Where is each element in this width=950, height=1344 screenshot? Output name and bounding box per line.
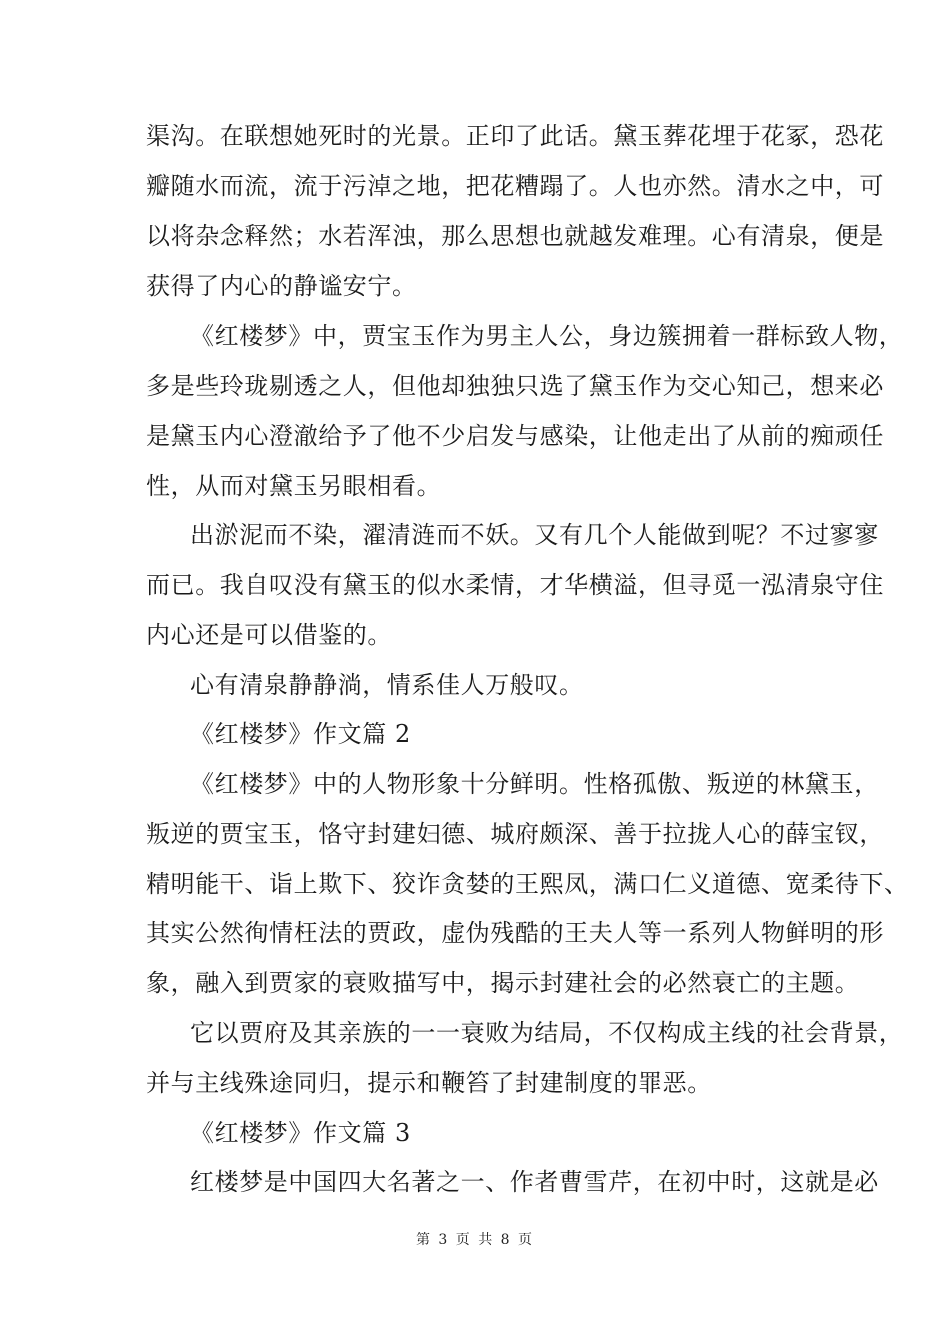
paragraph-first-line: 《红楼梦》中的人物形象十分鲜明。性格孤傲、叛逆的林黛玉， xyxy=(190,770,879,798)
text-line: 象，融入到贾家的衰败描写中，揭示封建社会的必然衰亡的主题。 xyxy=(146,969,860,997)
paragraph-first-line: 心有清泉静静淌，情系佳人万般叹。 xyxy=(190,671,584,699)
text-line: 渠沟。在联想她死时的光景。正印了此话。黛玉葬花埋于花冢，恐花 xyxy=(146,122,884,150)
section-heading: 《红楼梦》作文篇 2 xyxy=(190,720,411,748)
text-line: 获得了内心的静谧安宁。 xyxy=(146,272,417,300)
text-line: 而已。我自叹没有黛玉的似水柔情，才华横溢，但寻觅一泓清泉守住 xyxy=(146,571,884,599)
text-line: 其实公然徇情枉法的贾政，虚伪残酷的王夫人等一系列人物鲜明的形 xyxy=(146,919,884,947)
text-line: 是黛玉内心澄澈给予了他不少启发与感染，让他走出了从前的痴顽任 xyxy=(146,422,884,450)
text-line: 以将杂念释然；水若浑浊，那么思想也就越发难理。心有清泉，便是 xyxy=(146,222,884,250)
text-line: 性，从而对黛玉另眼相看。 xyxy=(146,472,442,500)
text-line: 内心还是可以借鉴的。 xyxy=(146,621,392,649)
text-line: 叛逆的贾宝玉，恪守封建妇德、城府颇深、善于拉拢人心的薛宝钗， xyxy=(146,820,884,848)
text-line: 多是些玲珑剔透之人，但他却独独只选了黛玉作为交心知己，想来必 xyxy=(146,372,884,400)
paragraph-first-line: 《红楼梦》中，贾宝玉作为男主人公，身边簇拥着一群标致人物， xyxy=(190,322,904,350)
section-heading: 《红楼梦》作文篇 3 xyxy=(190,1119,411,1147)
paragraph-first-line: 出淤泥而不染，濯清涟而不妖。又有几个人能做到呢？不过寥寥 xyxy=(190,521,879,549)
page-number-footer: 第 3 页 共 8 页 xyxy=(415,1232,535,1248)
paragraph-first-line: 它以贾府及其亲族的一一衰败为结局，不仅构成主线的社会背景， xyxy=(190,1019,904,1047)
text-line: 瓣随水而流，流于污淖之地，把花糟蹋了。人也亦然。清水之中，可 xyxy=(146,172,884,200)
text-line: 精明能干、诣上欺下、狡诈贪婪的王熙凤，满口仁义道德、宽柔待下、 xyxy=(146,870,909,898)
text-line: 并与主线殊途同归，提示和鞭笞了封建制度的罪恶。 xyxy=(146,1069,712,1097)
paragraph-first-line: 红楼梦是中国四大名著之一、作者曹雪芹，在初中时，这就是必 xyxy=(190,1168,879,1196)
